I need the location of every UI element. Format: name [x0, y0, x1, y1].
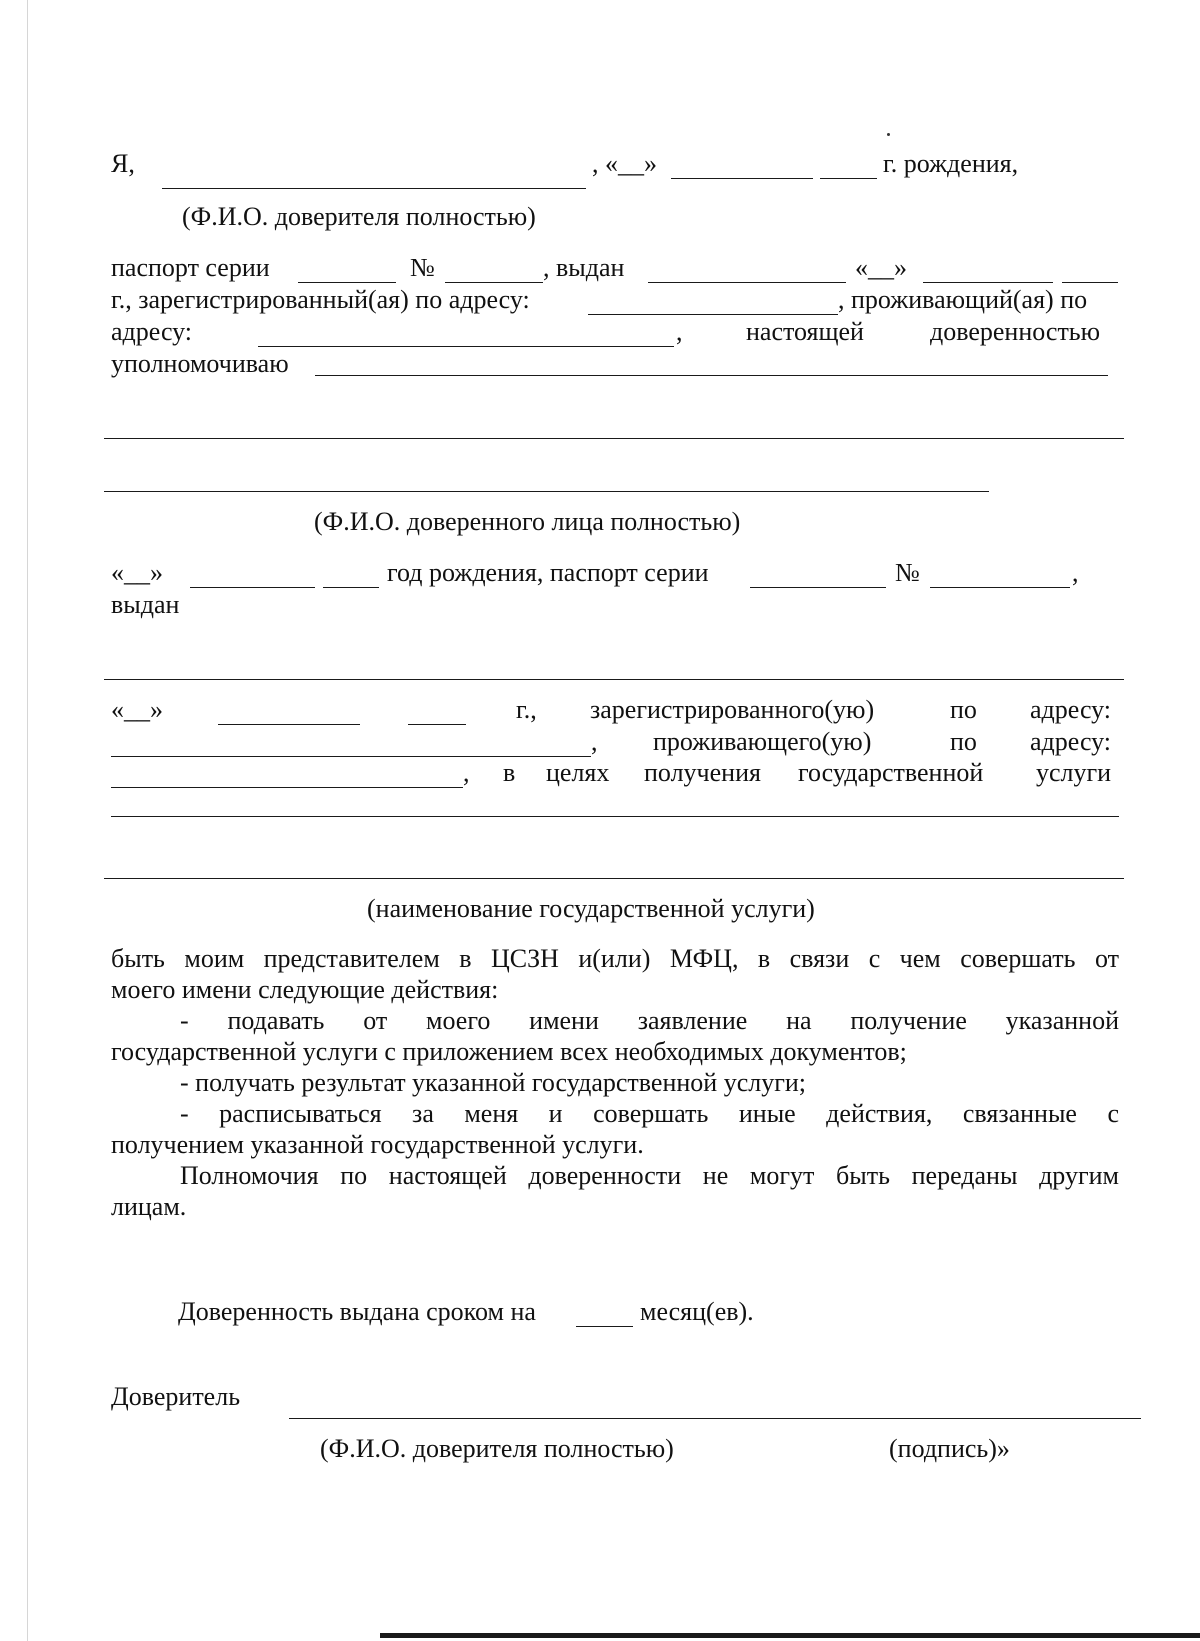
body-p2-line1-text: - подавать от моего имени заявление на получение указанной [180, 1006, 1119, 1035]
agent-birth-passport-label: год рождения, паспорт серии [387, 558, 709, 587]
agent-issued-year-field [408, 724, 466, 725]
body-p4-line1-text: - расписываться за меня и совершать иные действия, связанные с [180, 1099, 1119, 1128]
body-p1-line1-text: быть моим представителем в ЦСЗН и(или) МФЦ, в связи с чем совершать от [111, 944, 1119, 973]
issued-label: , выдан [543, 253, 625, 282]
birth-label: г. рождения, [883, 149, 1019, 178]
power-of-attorney-label: доверенностью [930, 317, 1101, 346]
term-months-field [576, 1326, 633, 1327]
scan-speck [887, 133, 890, 136]
agent-passport-number-label: № [895, 558, 920, 587]
agent-living-address-label: адресу: [1030, 727, 1112, 756]
birth-year-field [820, 178, 877, 179]
caption-principal-name: (Ф.И.О. доверителя полностью) [182, 202, 536, 231]
agent-issued-month-field [218, 724, 360, 725]
body-p1-line2: моего имени следующие действия: [111, 975, 499, 1004]
agent-birth-month-field [190, 587, 315, 588]
birth-month-field [671, 178, 813, 179]
agent-name-field-2 [104, 438, 1124, 439]
living-address-label: , проживающий(ая) по [838, 285, 1088, 314]
address-label: адресу: [111, 317, 193, 346]
agent-registered-address-field [111, 756, 591, 757]
issued-year-field [1062, 282, 1118, 283]
agent-registered-label: зарегистрированного(ую) [590, 695, 875, 724]
agent-name-field-1 [315, 375, 1108, 376]
body-p3: - получать результат указанной государственной услуги; [180, 1068, 807, 1097]
agent-passport-comma: , [1072, 558, 1079, 587]
passport-series-label: паспорт серии [111, 253, 270, 282]
agent-birth-quotes: «__» [111, 558, 163, 587]
caption-service-name: (наименование государственной услуги) [367, 894, 815, 923]
living-address-field [258, 346, 674, 347]
agent-name-field-3 [104, 491, 989, 492]
term-months-label: месяц(ев). [640, 1297, 754, 1326]
purpose-gosudarstvennoy: государственной [798, 758, 984, 787]
intro-ya: Я, [111, 149, 135, 178]
principal-signature-label: Доверитель [111, 1382, 241, 1411]
caption-signature-name: (Ф.И.О. доверителя полностью) [320, 1434, 674, 1463]
body-p4-line1 [180, 1098, 1119, 1130]
service-name-field-1 [111, 816, 1119, 817]
authorize-label: уполномочиваю [111, 349, 289, 378]
principal-signature-field [289, 1418, 1141, 1419]
principal-name-field [162, 188, 586, 189]
issued-by-field [648, 282, 846, 283]
body-p4-line2: получением указанной государственной услуги. [111, 1130, 644, 1159]
agent-passport-series-field [750, 587, 886, 588]
address-comma: , [676, 317, 683, 346]
purpose-polucheniya: получения [644, 758, 761, 787]
issued-month-field [923, 282, 1053, 283]
registered-address-label: г., зарегистрированный(ая) по адресу: [111, 285, 530, 314]
caption-agent-name: (Ф.И.О. доверенного лица полностью) [314, 507, 741, 536]
purpose-tselyakh: целях [546, 758, 610, 787]
passport-series-field [298, 282, 396, 283]
agent-passport-number-field [930, 587, 1070, 588]
caption-signature-sign: (подпись)» [889, 1434, 1010, 1463]
body-p5-line1-text: Полномочия по настоящей доверенности не могут быть переданы другим [180, 1161, 1119, 1190]
birth-date-quotes: , «__» [592, 149, 657, 178]
agent-birth-year-field [323, 587, 379, 588]
body-p2-line1 [180, 1005, 1119, 1037]
agent-living-label: проживающего(ую) [653, 727, 872, 756]
scan-left-edge [27, 0, 28, 1641]
body-p5-line2: лицам. [111, 1192, 187, 1221]
service-name-field-2 [104, 878, 1124, 879]
agent-living-po: по [950, 727, 977, 756]
agent-registered-comma: , [591, 727, 598, 756]
passport-number-label: № [410, 253, 435, 282]
body-p5-line1 [180, 1160, 1119, 1192]
agent-living-comma: , [463, 758, 470, 787]
body-p1-line1 [111, 943, 1119, 975]
passport-number-field [445, 282, 543, 283]
registered-address-field [588, 314, 838, 315]
agent-year-label: г., [516, 695, 537, 724]
this-label: настоящей [746, 317, 864, 346]
agent-registered-po: по [950, 695, 977, 724]
term-label: Доверенность выдана сроком на [178, 1297, 536, 1326]
agent-registered-address-label: адресу: [1030, 695, 1112, 724]
body-p2-line2: государственной услуги с приложением всех необходимых документов; [111, 1037, 907, 1066]
scan-bottom-edge [380, 1633, 1200, 1638]
agent-issued-label: выдан [111, 590, 180, 619]
agent-living-address-field [111, 787, 463, 788]
purpose-uslugi: услуги [1036, 758, 1112, 787]
agent-issued-date-quotes: «__» [111, 695, 163, 724]
agent-issued-by-field [104, 679, 1124, 680]
issued-date-quotes: «__» [855, 253, 907, 282]
purpose-v: в [503, 758, 516, 787]
